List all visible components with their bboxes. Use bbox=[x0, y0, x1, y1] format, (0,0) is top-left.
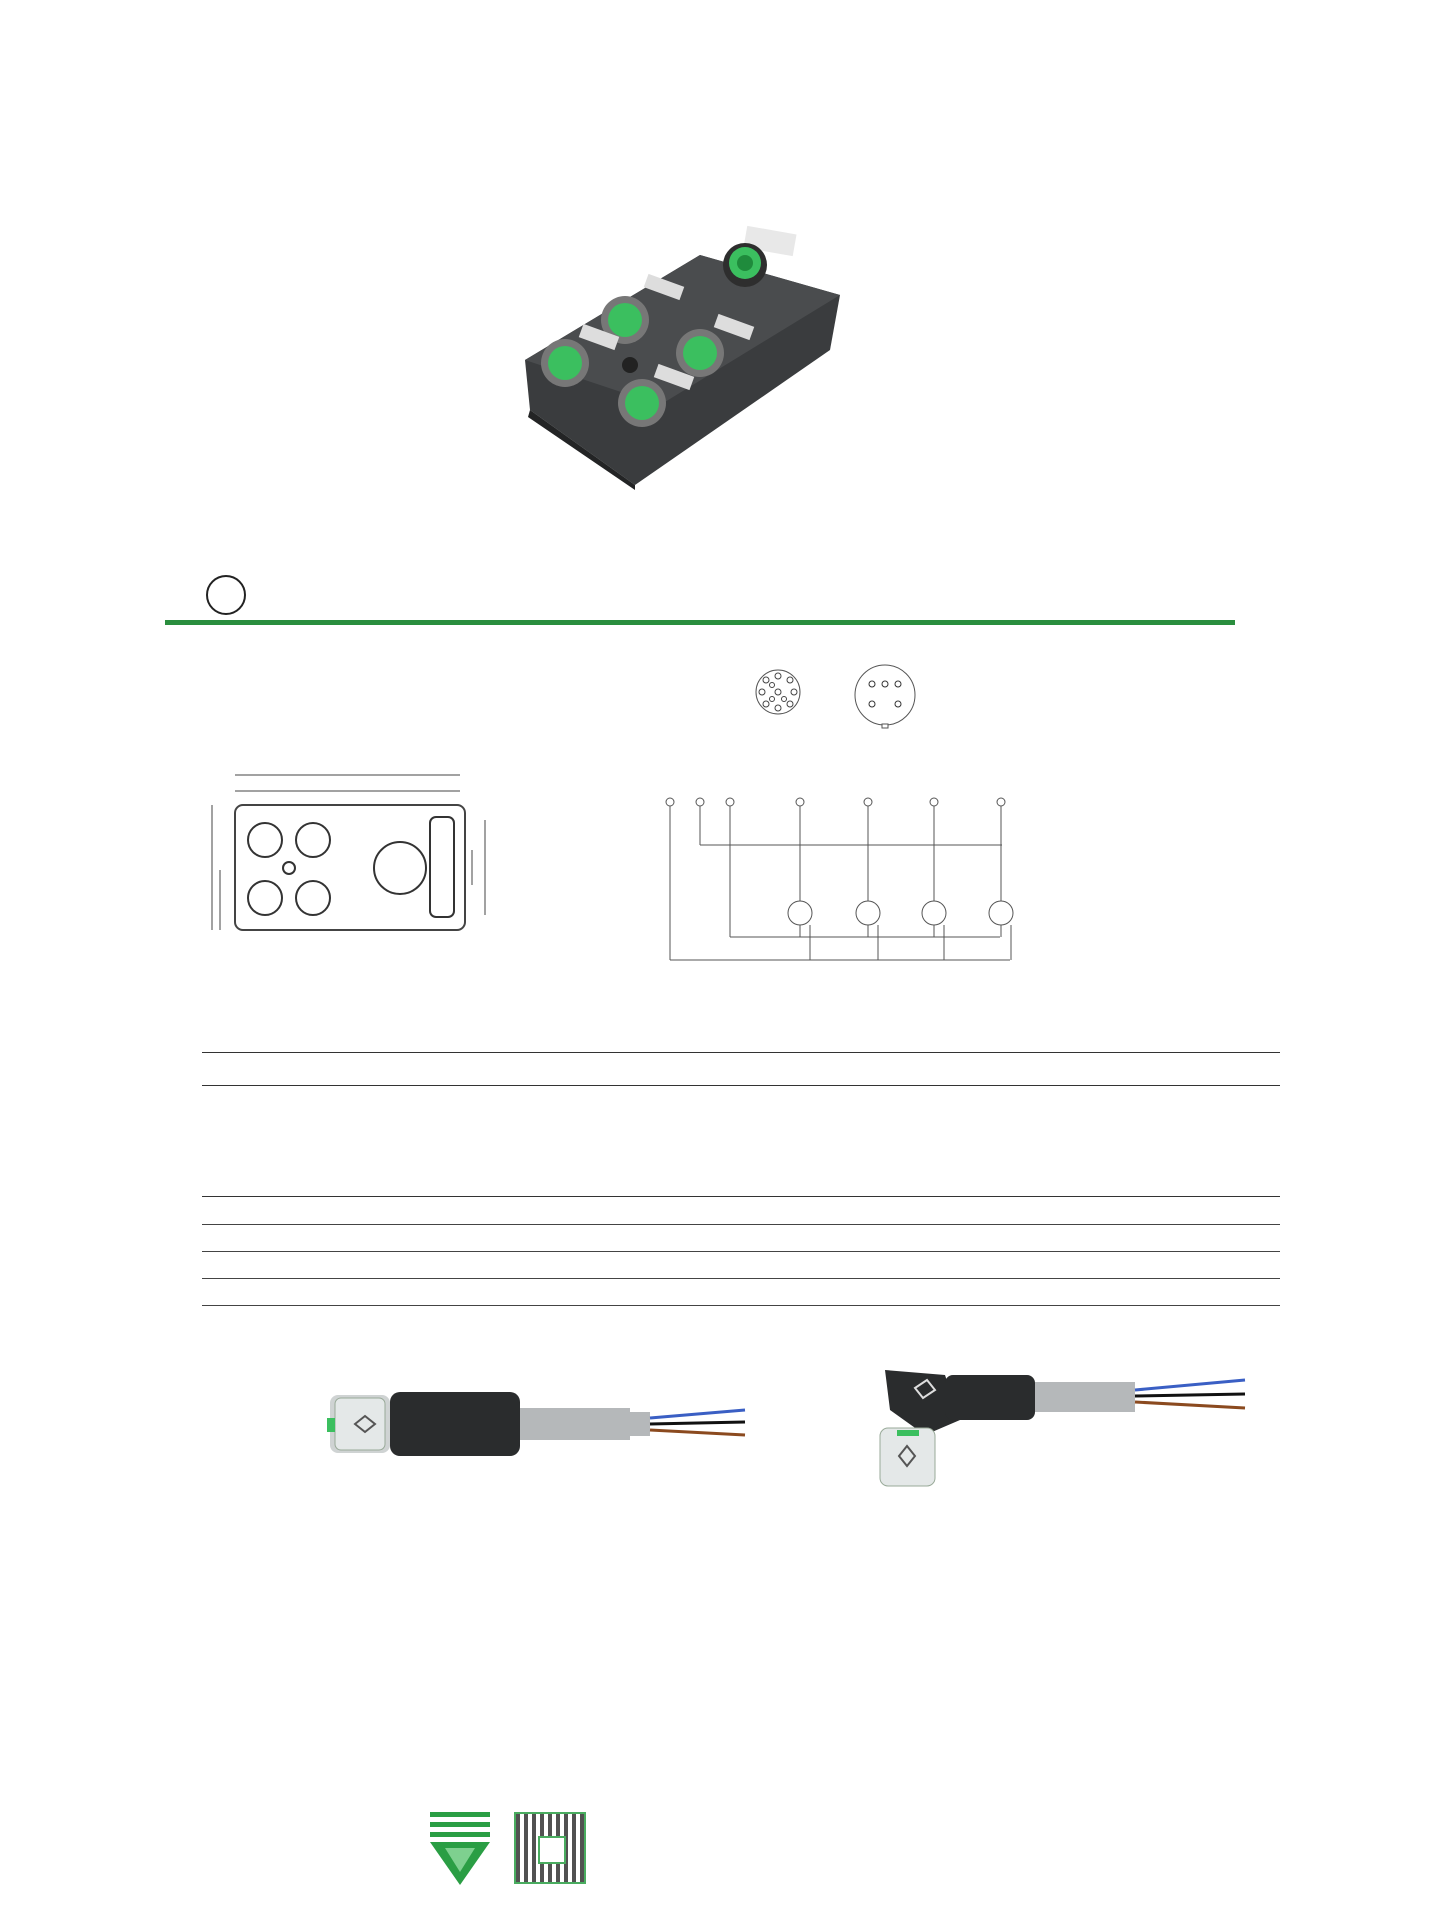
dim-ports bbox=[248, 823, 426, 915]
form-rule-bottom bbox=[202, 1085, 1280, 1086]
green-divider bbox=[165, 620, 1235, 625]
table-row bbox=[202, 1279, 1280, 1306]
ip67-mark bbox=[206, 575, 246, 615]
angled-cable-image bbox=[875, 1360, 1255, 1490]
spec-name bbox=[202, 1198, 635, 1225]
brand-logo bbox=[1080, 88, 1280, 146]
pinout-5-diagram bbox=[850, 660, 920, 730]
spec-name bbox=[202, 1252, 635, 1279]
dimension-drawing bbox=[200, 765, 500, 965]
junction-box-image bbox=[520, 225, 850, 490]
spec-value bbox=[635, 1198, 1280, 1225]
form-rule-top bbox=[202, 1052, 1280, 1053]
spec-value bbox=[635, 1225, 1280, 1252]
table-row bbox=[202, 1225, 1280, 1252]
wiring-schematic bbox=[660, 765, 1030, 1005]
footer-logo-icon bbox=[425, 1810, 495, 1890]
straight-cable-image bbox=[325, 1380, 765, 1470]
table-row bbox=[202, 1252, 1280, 1279]
spec-name bbox=[202, 1279, 635, 1306]
pinout-12-diagram bbox=[730, 652, 830, 732]
table-row bbox=[202, 1198, 1280, 1225]
qr-code-icon bbox=[514, 1812, 586, 1884]
specs-rule bbox=[202, 1196, 1280, 1197]
spec-value bbox=[635, 1279, 1280, 1306]
socket-symbols bbox=[788, 901, 1013, 925]
certification-logos bbox=[170, 575, 246, 615]
spec-name bbox=[202, 1225, 635, 1252]
spec-value bbox=[635, 1252, 1280, 1279]
specs-table bbox=[202, 1198, 1280, 1306]
